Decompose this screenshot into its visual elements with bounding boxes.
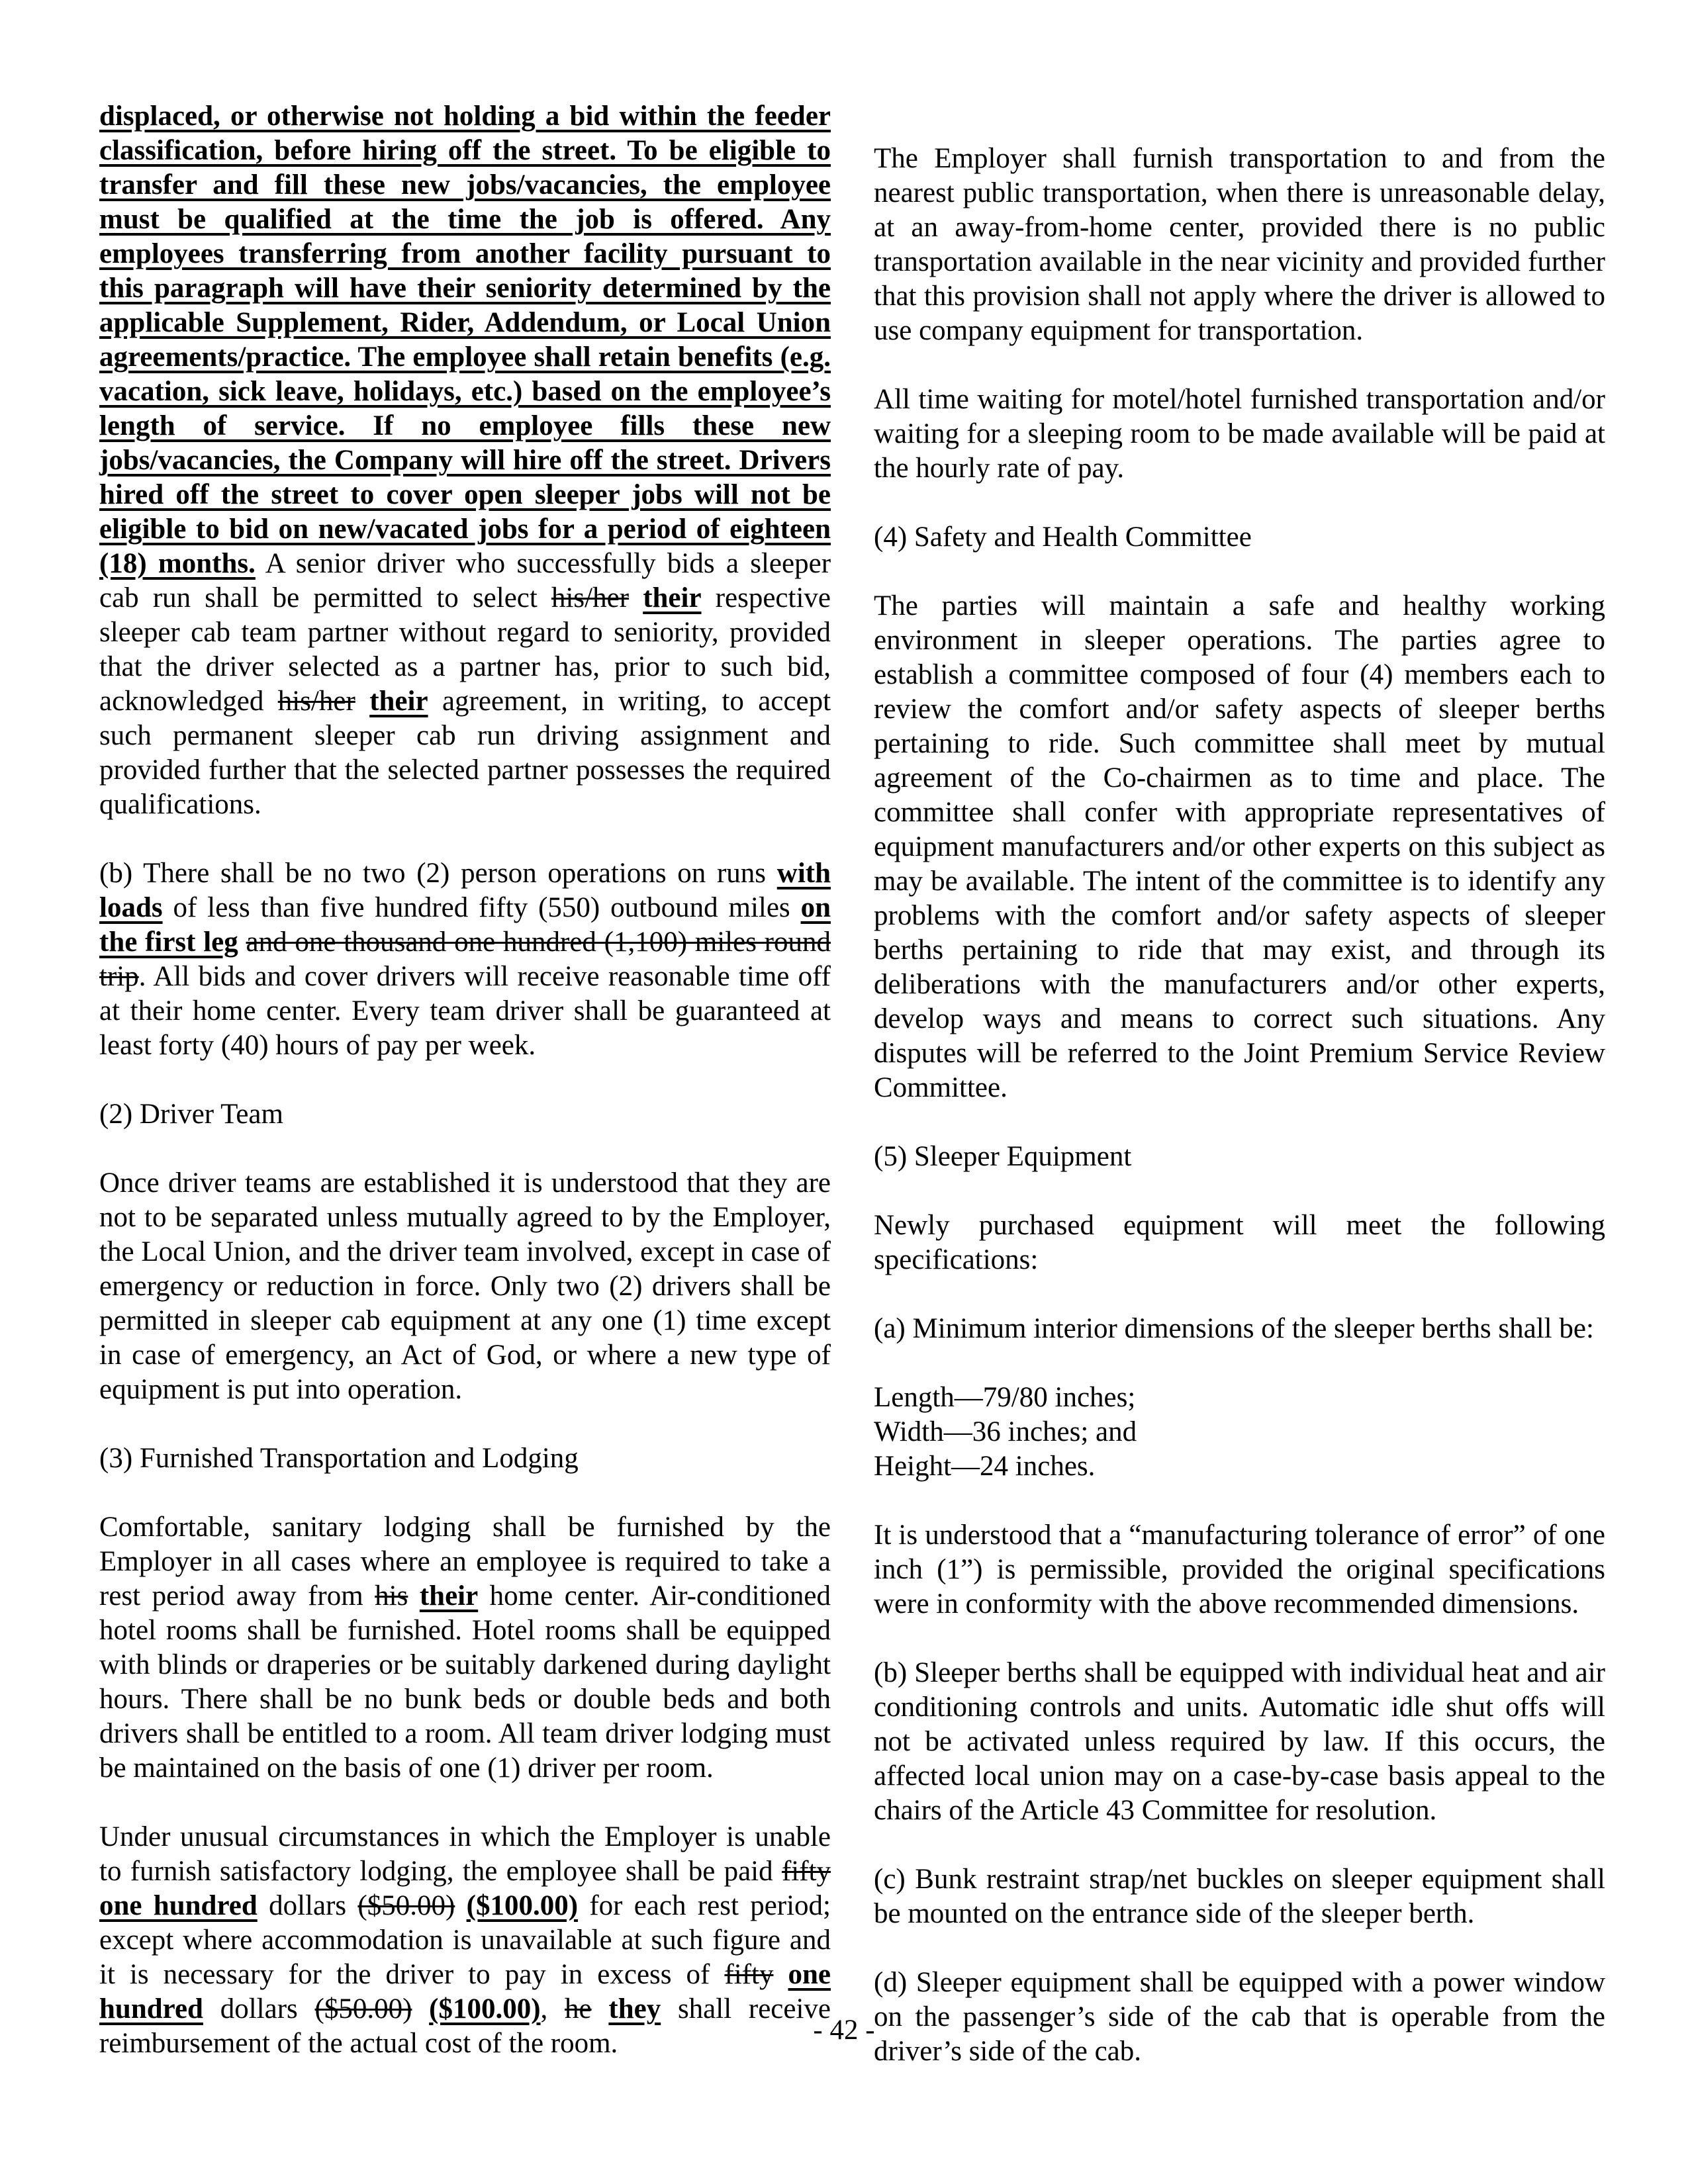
body-text (629, 582, 643, 614)
inserted-text: with loads (99, 858, 831, 923)
inserted-text: their (369, 686, 428, 717)
paragraph-tolerance (874, 1518, 1605, 1621)
right-text-column (874, 142, 1605, 2103)
body-text: The parties will maintain a safe and healthy working environment in sleeper operations. The parties agree to establish a committee composed of four (4) members each to review the comfort and/or safety aspects of sleeper berths pertaining to ride. Such committee shall meet by mutual agreement of the Co-chairmen as to time and place. The committee shall confer with appropriate representatives of equipment manufacturers and/or other experts on this subject as may be available. The intent of the committee is to identify any problems with the comfort and/or safety aspects of sleeper berths pertaining to ride that may exist, and through its deliberations with the manufacturers and/or other experts, develop ways and means to correct such situations. Any disputes will be referred to the Joint Premium Service Review Committee. (874, 590, 1605, 1103)
body-text: (c) Bunk restraint strap/net buckles on sleeper equipment shall be mounted on the entrance side of the sleeper berth. (874, 1864, 1605, 1929)
struck-text: ($50.00) (314, 1993, 412, 2025)
inserted-text: on the first leg (99, 892, 831, 958)
body-text: Once driver teams are established it is understood that they are not to be separated unless mutually agreed to by the Employer, the Local Union, and the driver team involved, except in case of emergency or reduction in force. Only two (2) drivers shall be permitted in sleeper cab equipment at any one (1) time except in case of emergency, an Act of God, or where a new type of equipment is put into operation. (99, 1167, 831, 1405)
struck-text: his/her (277, 686, 355, 717)
inserted-text: one hundred (99, 1890, 258, 1921)
struck-text: he (565, 1993, 592, 2025)
paragraph-driver-teams (99, 1166, 831, 1407)
struck-text: fifty (724, 1959, 774, 1990)
body-text: Comfortable, sanitary lodging shall be furnished by the Employer in all cases where an employee is required to take a rest period away from (99, 1512, 831, 1612)
left-text-column (99, 99, 831, 2095)
paragraph-safety-committee (874, 589, 1605, 1105)
paragraph-b (99, 856, 831, 1063)
body-text: home center. Air-conditioned hotel rooms shall be furnished. Hotel rooms shall be equipped with blinds or draperies or be suitably darkened during daylight hours. There shall be no bunk beds or double beds and both drivers shall be entitled to a room. All team driver lodging must be maintained on the basis of one (1) driver per room. (99, 1580, 831, 1784)
struck-text: his (375, 1580, 408, 1612)
paragraph-furnish-transportation (874, 142, 1605, 348)
body-text: for each rest period; except where accommodation is unavailable at such figure and it is necessary for the driver to pay in excess of (99, 1890, 831, 1990)
struck-text: fifty (781, 1856, 831, 1887)
inserted-text: they (608, 1993, 661, 2025)
spec-dimensions-list (874, 1381, 1605, 1484)
body-text: Newly purchased equipment will meet the following specifications: (874, 1210, 1605, 1275)
paragraph-newly-purchased (874, 1208, 1605, 1277)
heading-furnished-transportation (99, 1441, 831, 1476)
body-text: (4) Safety and Health Committee (874, 522, 1252, 553)
body-text: A senior driver who successfully bids a sleeper cab run shall be permitted to select (99, 548, 831, 614)
body-text: . All bids and cover drivers will receive reasonable time off at their home center. Every team driver shall be guaranteed at least forty (40) hours of pay per week. (99, 961, 831, 1061)
inserted-text: one hundred (99, 1959, 831, 2025)
inserted-text: ($100.00) (466, 1890, 579, 1921)
body-text: Under unusual circumstances in which the Employer is unable to furnish satisfactory lodging, the employee shall be paid (99, 1821, 831, 1887)
heading-safety-health-committee (874, 520, 1605, 555)
paragraph-waiting-time (874, 383, 1605, 486)
struck-text: his/her (551, 582, 630, 614)
body-text: (a) Minimum interior dimensions of the sleeper berths shall be: (874, 1313, 1594, 1344)
body-text: (3) Furnished Transportation and Lodging (99, 1443, 579, 1474)
body-text: respective sleeper cab team partner without regard to seniority, provided that the driver selected as a partner has, prior to such bid, acknowledged (99, 582, 831, 717)
spec-line: Length—79/80 inches; (874, 1382, 1136, 1413)
body-text: dollars (257, 1890, 358, 1921)
body-text (355, 686, 369, 717)
inserted-text: their (419, 1580, 479, 1612)
body-text (238, 927, 246, 958)
body-text: of less than five hundred fifty (550) outbound miles (162, 892, 801, 923)
paragraph-lodging (99, 1510, 831, 1786)
body-text (455, 1890, 466, 1921)
spec-line: Height—24 inches. (874, 1451, 1096, 1482)
body-text: The Employer shall furnish transportation to and from the nearest public transportation, when there is unreasonable delay, at an away-from-home center, provided there is no public transportation available in the near vicinity and provided further that this provision shall not apply where the driver is allowed to use company equipment for transportation. (874, 143, 1605, 346)
paragraph-a-dimensions (874, 1312, 1605, 1346)
body-text: All time waiting for motel/hotel furnished transportation and/or waiting for a sleeping room to be made available will be paid at the hourly rate of pay. (874, 384, 1605, 484)
spec-line: Width—36 inches; and (874, 1416, 1137, 1447)
body-text: (2) Driver Team (99, 1099, 283, 1130)
struck-text: and one thousand one hundred (1,100) miles round trip (99, 927, 831, 992)
body-text (773, 1959, 788, 1990)
paragraph-b-heat-air (874, 1656, 1605, 1828)
body-text: (b) There shall be no two (2) person operations on runs (99, 858, 777, 889)
struck-text: ($50.00) (357, 1890, 455, 1921)
paragraph-c-bunk-restraint (874, 1862, 1605, 1931)
heading-sleeper-equipment (874, 1140, 1605, 1174)
body-text (408, 1580, 419, 1612)
body-text: (b) Sleeper berths shall be equipped with individual heat and air conditioning controls and units. Automatic idle shut offs will not be activated unless required by law. If this occurs, the affected local union may on a case-by-case basis appeal to the chairs of the Article 43 Committee for resolution. (874, 1657, 1605, 1826)
body-text: It is understood that a “manufacturing tolerance of error” of one inch (1”) is permissible, provided the original specifications were in conformity with the above recommended dimensions. (874, 1520, 1605, 1619)
body-text: (5) Sleeper Equipment (874, 1141, 1132, 1172)
continuation-paragraph (99, 99, 831, 822)
body-text: , (540, 1993, 565, 2025)
body-text: dollars (203, 1993, 315, 2025)
body-text: (d) Sleeper equipment shall be equipped with a power window on the passenger’s side of the cab that is operable from the driver’s side of the cab. (874, 1967, 1605, 2067)
inserted-text: displaced, or otherwise not holding a bid within the feeder classification, before hiring off the street. To be eligible to transfer and fill these new jobs/vacancies, the employee must be qualified at the time the job is offered. Any employees transferring from another facility pursuant to this paragraph will have their seniority determined by the applicable Supplement, Rider, Addendum, or Local Union agreements/practice. The employee shall retain benefits (e.g. vacation, sick leave, holidays, etc.) based on the employee’s length of service. If no employee fills these new jobs/vacancies, the Company will hire off the street. Drivers hired off the street to cover open sleeper jobs will not be eligible to bid on new/vacated jobs for a period of eighteen (18) months. (99, 101, 831, 579)
page-number: - 42 - (813, 2015, 875, 2046)
inserted-text: ($100.00) (429, 1993, 541, 2025)
inserted-text: their (643, 582, 702, 614)
body-text: shall receive reimbursement of the actual cost of the room. (99, 1993, 831, 2059)
body-text: agreement, in writing, to accept such permanent sleeper cab run driving assignment and provided further that the selected partner possesses the required qualifications. (99, 686, 831, 820)
heading-driver-team (99, 1097, 831, 1132)
